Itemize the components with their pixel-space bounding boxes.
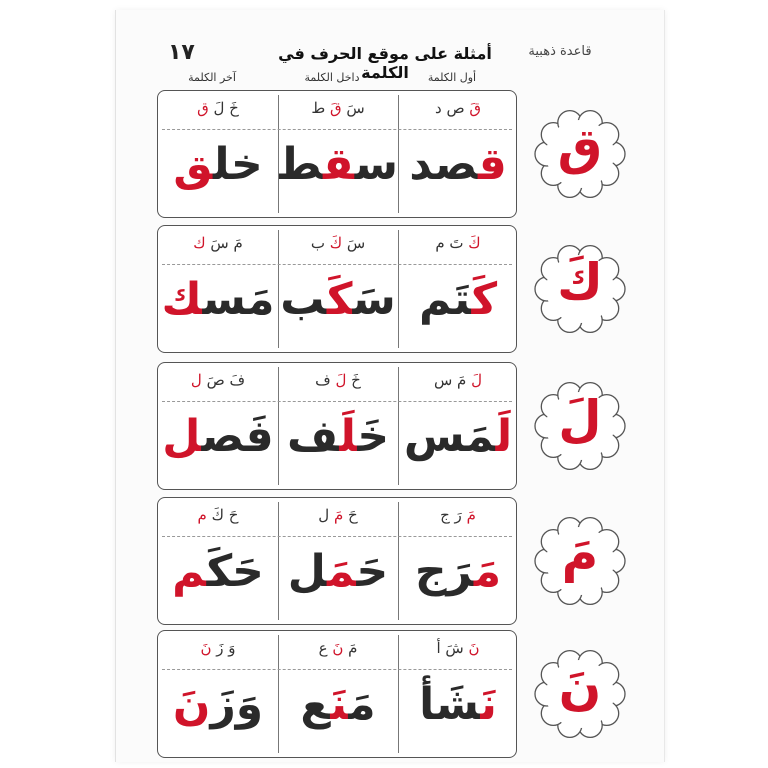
letters-highlight: ق (197, 99, 209, 117)
letters-pre: خَ لَ (208, 99, 239, 117)
word-highlight: كَ (471, 274, 498, 325)
spelled-letters (158, 234, 278, 252)
word-pre: فَص (201, 411, 274, 462)
word-highlight: نَ (172, 679, 211, 730)
cell-middle (275, 91, 398, 217)
cell-middle (278, 631, 398, 757)
letters-pre: مَ سَ (205, 234, 243, 252)
word-post: ف (286, 411, 340, 462)
example-row (157, 630, 517, 758)
spelled-letters (278, 371, 398, 389)
cell-start (398, 226, 518, 352)
letter-badge (534, 515, 626, 607)
example-word (398, 274, 518, 325)
spelled-letters (278, 99, 398, 117)
badge-letter: نَ (558, 658, 602, 716)
example-word (275, 139, 398, 190)
example-word (278, 411, 398, 462)
word-highlight: نَ (480, 679, 497, 730)
word-highlight: ك (161, 274, 203, 325)
word-post: ع (300, 679, 331, 730)
word-post: ط (275, 139, 324, 190)
cell-start (398, 498, 518, 624)
spelled-letters (158, 639, 278, 657)
badge-letter: كَ (557, 253, 603, 311)
letters-post: ل (318, 506, 334, 524)
letters-highlight: م (197, 506, 207, 524)
example-word (278, 274, 398, 325)
page-title: أمثلة على موقع الحرف في الكلمة (278, 44, 492, 82)
letters-highlight: لَ (335, 371, 347, 389)
letters-pre: حَ (343, 506, 358, 524)
word-pre: خل (213, 139, 263, 190)
spelled-letters (398, 234, 518, 252)
spelled-letters (158, 99, 278, 117)
spelled-letters (158, 371, 278, 389)
word-highlight: ق (173, 139, 213, 190)
letter-badge (534, 648, 626, 740)
cell-end (158, 226, 278, 352)
badge-letter: ق (557, 118, 603, 176)
word-highlight: ق (477, 139, 507, 190)
word-post: صد (409, 139, 478, 190)
word-highlight: ق (323, 139, 355, 190)
letters-highlight: نَ (200, 639, 212, 657)
cell-end (158, 498, 278, 624)
word-highlight: لَ (339, 411, 358, 462)
spelled-letters (398, 506, 518, 524)
letters-highlight: نَ (468, 639, 480, 657)
letters-highlight: مَ (466, 506, 476, 524)
example-row (157, 90, 517, 218)
example-row (157, 225, 517, 353)
column-header-middle: داخل الكلمة (304, 71, 360, 84)
letter-badge (534, 108, 626, 200)
word-highlight: كَ (326, 274, 353, 325)
word-pre: خَ (357, 411, 390, 462)
letters-post: مَ س (433, 371, 472, 389)
example-word (398, 679, 518, 730)
example-word (158, 679, 278, 730)
letters-post: رَ ج (440, 506, 467, 524)
cell-end (158, 363, 278, 489)
letters-highlight: ك (193, 234, 206, 252)
word-highlight: ل (162, 411, 202, 462)
cell-end (158, 631, 278, 757)
cell-middle (278, 226, 398, 352)
spelled-letters (278, 506, 398, 524)
letters-highlight: قَ (329, 99, 342, 117)
spelled-letters (278, 234, 398, 252)
letters-highlight: لَ (471, 371, 483, 389)
letters-highlight: كَ (329, 234, 343, 252)
word-highlight: لَ (495, 411, 513, 462)
letter-badge (534, 380, 626, 472)
letters-post: ص د (435, 99, 470, 117)
cell-middle (278, 363, 398, 489)
example-word (158, 411, 278, 462)
letters-post: تَ م (435, 234, 469, 252)
word-pre: حَ (356, 546, 389, 597)
spelled-letters (398, 371, 518, 389)
word-highlight: نَ (330, 679, 349, 730)
letters-highlight: نَ (332, 639, 344, 657)
letters-highlight: ل (190, 371, 202, 389)
page-number: ١٧ (168, 40, 195, 65)
word-highlight: م (172, 546, 207, 597)
example-word (278, 679, 398, 730)
cell-start (398, 631, 518, 757)
example-word (278, 546, 398, 597)
letters-post: شَ أ (436, 639, 469, 657)
word-pre: س (354, 139, 398, 190)
word-post: ب (280, 274, 327, 325)
letters-post: ط (311, 99, 330, 117)
letters-post: ع (318, 639, 333, 657)
word-post: تَم (418, 274, 472, 325)
word-pre: سَ (352, 274, 396, 325)
badge-letter: لَ (558, 390, 602, 448)
example-word (158, 546, 278, 597)
letters-post: ب (310, 234, 330, 252)
cell-start (398, 363, 518, 489)
example-row (157, 497, 517, 625)
example-word (398, 546, 518, 597)
brand-label: قاعدة ذهبية (528, 44, 592, 59)
letters-pre: سَ (342, 234, 366, 252)
letter-badge (534, 243, 626, 335)
spelled-letters (158, 506, 278, 524)
spelled-letters (278, 639, 398, 657)
example-word (398, 411, 518, 462)
cell-end (158, 91, 278, 217)
letters-pre: وَ زَ (211, 639, 236, 657)
column-header-end: آخر الكلمة (188, 71, 236, 84)
letters-pre: حَ كَ (206, 506, 239, 524)
example-word (158, 139, 278, 190)
letters-pre: خَ (346, 371, 361, 389)
example-word (398, 139, 518, 190)
word-pre: حَكَ (206, 546, 264, 597)
letters-pre: سَ (341, 99, 365, 117)
cell-start (398, 91, 518, 217)
letters-pre: مَ (343, 639, 358, 657)
word-post: شَأ (419, 679, 481, 730)
word-post: رَج (414, 546, 474, 597)
word-post: مَس (403, 411, 496, 462)
word-pre: مَس (202, 274, 275, 325)
letters-highlight: مَ (333, 506, 344, 524)
word-highlight: مَ (327, 546, 357, 597)
word-post: ل (287, 546, 328, 597)
cell-middle (278, 498, 398, 624)
spelled-letters (398, 99, 518, 117)
badge-letter: مَ (561, 525, 599, 583)
word-pre: مَ (348, 679, 376, 730)
example-word (158, 274, 278, 325)
column-header-start: أول الكلمة (427, 71, 477, 84)
letters-post: ف (315, 371, 336, 389)
letters-pre: فَ صَ (201, 371, 246, 389)
word-highlight: مَ (473, 546, 502, 597)
letters-highlight: كَ (468, 234, 481, 252)
example-row (157, 362, 517, 490)
word-pre: وَزَ (210, 679, 264, 730)
spelled-letters (398, 639, 518, 657)
letters-highlight: قَ (469, 99, 481, 117)
